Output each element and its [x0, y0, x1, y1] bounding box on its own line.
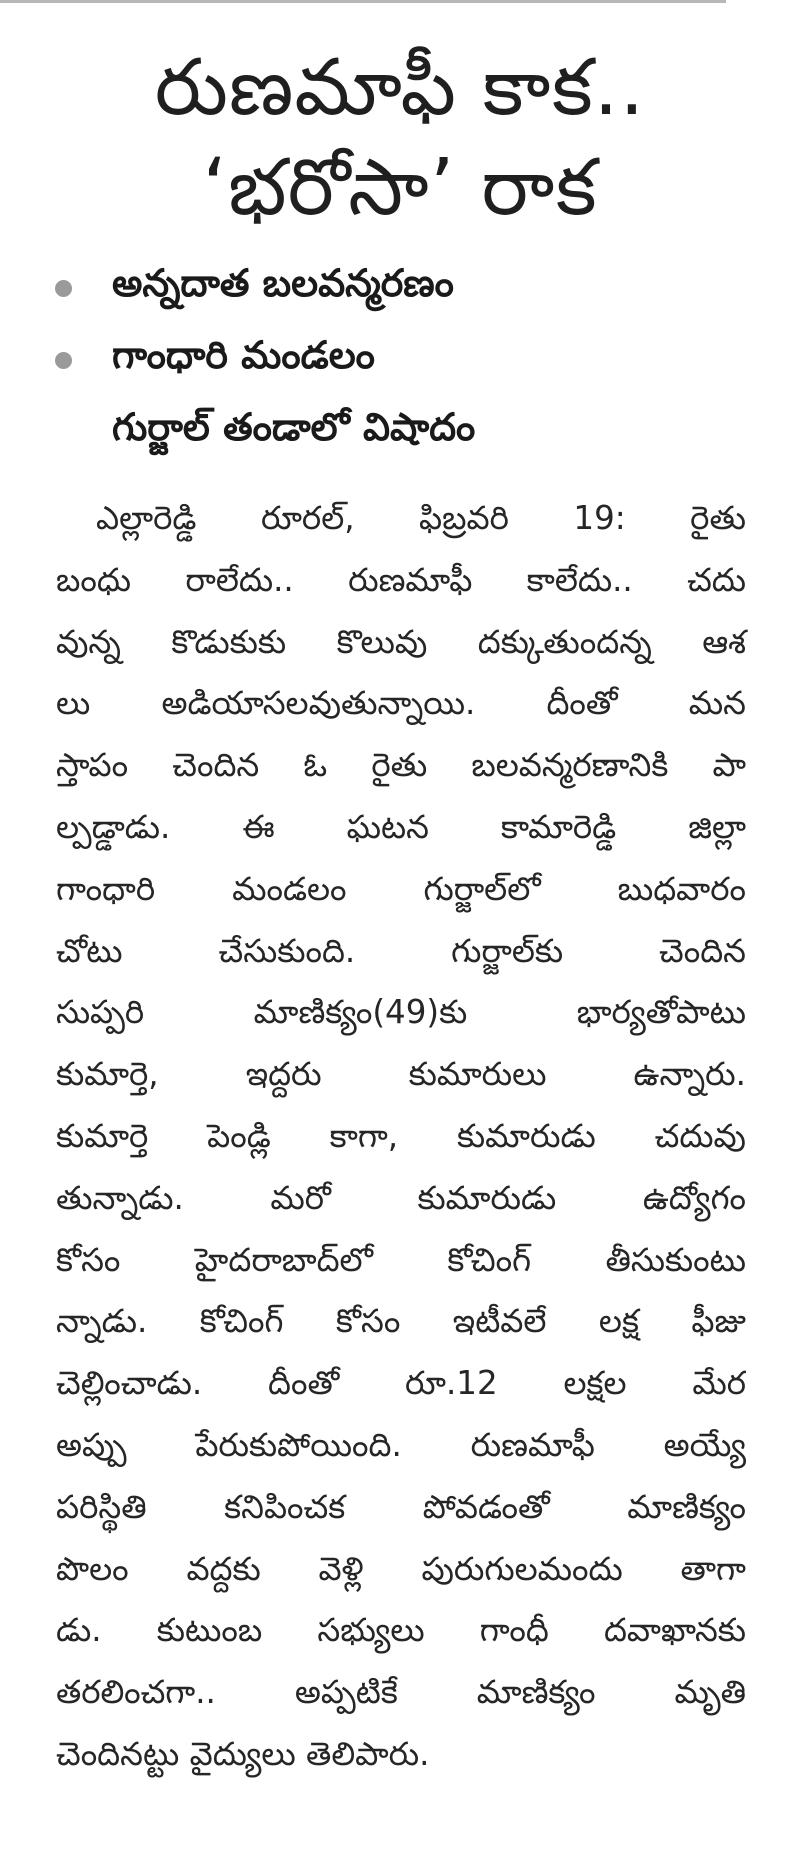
subheads	[55, 252, 745, 468]
headline-line-1: రుణమాఫీ కాక..	[154, 43, 646, 133]
body-line: తున్నాడు. మరో కుమారుడు ఉద్యోగం	[56, 1178, 746, 1217]
body-line: స్తాపం చెందిన ఓ రైతు బలవన్మరణానికి పా	[56, 746, 746, 785]
bullet-dot-icon	[55, 352, 72, 369]
subhead-text: గుర్జాల్ తండాలో విషాదం	[112, 405, 476, 449]
body-line: ఎల్లారెడ్డి రూరల్, ఫిబ్రవరి 19: రైతు	[96, 499, 746, 537]
body-line: చెందినట్టు వైద్యులు తెలిపారు.	[56, 1734, 430, 1773]
body-line: సుప్పరి మాణిక్యం(49)కు భార్యతోపాటు	[56, 993, 746, 1032]
body-line: పొలం వద్దకు వెళ్లి పురుగులమందు తాగా	[56, 1549, 746, 1588]
subhead-row	[55, 324, 745, 396]
body-line: కోసం హైదరాబాద్‌లో కోచింగ్ తీసుకుంటు	[56, 1240, 746, 1279]
body-line: తరలించగా.. అప్పటికే మాణిక్యం మృతి	[56, 1673, 746, 1712]
body-line: ల్పడ్డాడు. ఈ ఘటన కామారెడ్డి జిల్లా	[56, 807, 746, 846]
body-line: గాంధారి మండలం గుర్జాల్‌లో బుధవారం	[56, 869, 746, 908]
body-line: చెల్లించాడు. దీంతో రూ.12 లక్షల మేర	[56, 1364, 746, 1403]
body-line: డు. కుటుంబ సభ్యులు గాంధీ దవాఖానకు	[56, 1611, 746, 1650]
subhead-text: అన్నదాత బలవన్మరణం	[112, 261, 454, 305]
top-rule	[0, 0, 726, 3]
subhead-text: గాంధారి మండలం	[112, 333, 375, 377]
bullet-dot-icon	[55, 280, 72, 297]
article-body	[56, 488, 746, 1786]
body-line: అప్పు పేరుకుపోయింది. రుణమాఫీ అయ్యే	[56, 1425, 746, 1464]
body-line: న్నాడు. కోచింగ్ కోసం ఇటీవలే లక్ష ఫీజు	[56, 1302, 746, 1341]
headline	[0, 38, 800, 238]
subhead-row	[55, 396, 745, 468]
body-line: చోటు చేసుకుంది. గుర్జాల్‌కు చెందిన	[56, 931, 746, 970]
body-line: లు అడియాసలవుతున్నాయి. దీంతో మన	[56, 684, 746, 723]
body-line: బంధు రాలేదు.. రుణమాఫీ కాలేదు.. చదు	[56, 560, 746, 599]
body-line: పరిస్థితి కనిపించక పోవడంతో మాణిక్యం	[56, 1487, 746, 1526]
subhead-row	[55, 252, 745, 324]
headline-line-2: ‘భరోసా’ రాక	[202, 143, 598, 233]
body-line: కుమార్తె పెండ్లి కాగా, కుమారుడు చదువు	[56, 1116, 746, 1155]
body-line: వున్న కొడుకుకు కొలువు దక్కుతుందన్న ఆశ	[56, 622, 746, 661]
body-line: కుమార్తె, ఇద్దరు కుమారులు ఉన్నారు.	[56, 1055, 746, 1094]
